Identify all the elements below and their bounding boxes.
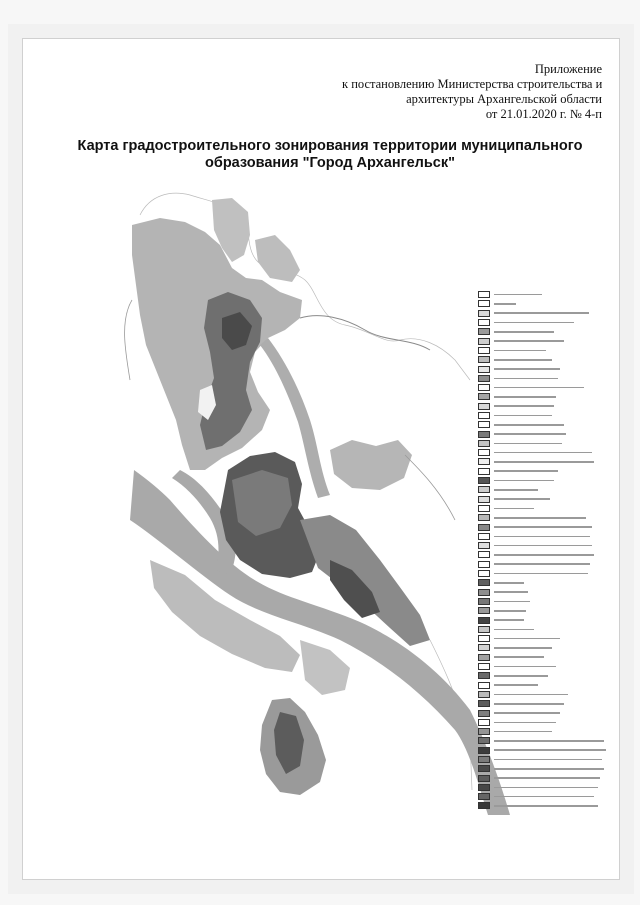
legend-swatch [478, 496, 490, 503]
appendix-line-3: архитектуры Архангельской области [406, 92, 602, 106]
legend-label-illegible [494, 601, 530, 603]
legend-label-illegible [494, 610, 526, 612]
legend-swatch [478, 440, 490, 447]
legend-row [478, 495, 608, 504]
legend-label-illegible [494, 694, 568, 696]
legend-label-illegible [494, 452, 592, 454]
legend-label-illegible [494, 768, 604, 770]
map-title-line-2: образования "Город Архангельск" [205, 155, 455, 171]
map-legend [478, 290, 608, 811]
legend-swatch [478, 347, 490, 354]
legend-row [478, 429, 608, 438]
legend-label-illegible [494, 684, 538, 686]
legend-label-illegible [494, 545, 592, 547]
legend-row [478, 736, 608, 745]
legend-label-illegible [494, 405, 554, 407]
legend-swatch [478, 338, 490, 345]
legend-label-illegible [494, 359, 552, 361]
legend-swatch [478, 449, 490, 456]
legend-swatch [478, 310, 490, 317]
legend-swatch [478, 654, 490, 661]
legend-row [478, 560, 608, 569]
legend-row [478, 653, 608, 662]
legend-label-illegible [494, 294, 542, 296]
legend-label-illegible [494, 647, 552, 649]
legend-row [478, 746, 608, 755]
legend-swatch [478, 589, 490, 596]
legend-row [478, 690, 608, 699]
legend-row [478, 792, 608, 801]
legend-row [478, 402, 608, 411]
legend-swatch [478, 617, 490, 624]
legend-row [478, 597, 608, 606]
tributary-west [125, 300, 132, 380]
legend-swatch [478, 375, 490, 382]
legend-label-illegible [494, 415, 552, 417]
legend-row [478, 309, 608, 318]
legend-label-illegible [494, 508, 534, 510]
north-east-land [255, 235, 300, 282]
legend-label-illegible [494, 666, 556, 668]
legend-label-illegible [494, 731, 552, 733]
appendix-line-1: Приложение [534, 62, 602, 76]
legend-swatch [478, 319, 490, 326]
legend-label-illegible [494, 740, 604, 742]
legend-label-illegible [494, 703, 564, 705]
legend-row [478, 411, 608, 420]
legend-swatch [478, 403, 490, 410]
legend-label-illegible [494, 777, 600, 779]
legend-row [478, 522, 608, 531]
map-title-line-1: Карта градостроительного зонирования территории муниципального [77, 138, 583, 154]
legend-row [478, 773, 608, 782]
legend-row [478, 634, 608, 643]
east-land-zone [330, 440, 412, 490]
legend-label-illegible [494, 480, 554, 482]
legend-row [478, 764, 608, 773]
legend-label-illegible [494, 805, 598, 807]
legend-row [478, 699, 608, 708]
legend-swatch [478, 458, 490, 465]
legend-label-illegible [494, 387, 584, 389]
legend-row [478, 383, 608, 392]
legend-swatch [478, 542, 490, 549]
legend-row [478, 541, 608, 550]
legend-row [478, 550, 608, 559]
legend-label-illegible [494, 638, 560, 640]
legend-label-illegible [494, 573, 588, 575]
legend-row [478, 439, 608, 448]
legend-swatch [478, 514, 490, 521]
legend-row [478, 625, 608, 634]
legend-row [478, 504, 608, 513]
legend-row [478, 532, 608, 541]
legend-label-illegible [494, 312, 589, 314]
legend-label-illegible [494, 424, 564, 426]
legend-row [478, 783, 608, 792]
tributary-east [405, 455, 455, 520]
legend-row [478, 327, 608, 336]
legend-swatch [478, 393, 490, 400]
legend-label-illegible [494, 536, 590, 538]
legend-label-illegible [494, 787, 598, 789]
legend-label-illegible [494, 582, 524, 584]
legend-row [478, 708, 608, 717]
legend-label-illegible [494, 433, 566, 435]
legend-row [478, 755, 608, 764]
legend-label-illegible [494, 331, 554, 333]
legend-row [478, 392, 608, 401]
legend-row [478, 355, 608, 364]
legend-row [478, 801, 608, 810]
appendix-line-4: от 21.01.2020 г. № 4-п [485, 107, 602, 121]
legend-swatch [478, 672, 490, 679]
legend-label-illegible [494, 629, 534, 631]
legend-row [478, 448, 608, 457]
legend-row [478, 485, 608, 494]
legend-swatch [478, 477, 490, 484]
legend-row [478, 513, 608, 522]
legend-label-illegible [494, 759, 602, 761]
legend-swatch [478, 756, 490, 763]
legend-row [478, 606, 608, 615]
legend-swatch [478, 356, 490, 363]
legend-swatch [478, 607, 490, 614]
legend-swatch [478, 802, 490, 809]
legend-swatch [478, 644, 490, 651]
legend-swatch [478, 551, 490, 558]
legend-swatch [478, 682, 490, 689]
legend-row [478, 680, 608, 689]
legend-label-illegible [494, 796, 594, 798]
legend-swatch [478, 579, 490, 586]
legend-label-illegible [494, 303, 516, 305]
legend-label-illegible [494, 526, 592, 528]
legend-swatch [478, 784, 490, 791]
legend-row [478, 578, 608, 587]
legend-label-illegible [494, 368, 560, 370]
legend-swatch [478, 570, 490, 577]
legend-swatch [478, 663, 490, 670]
legend-label-illegible [494, 563, 590, 565]
legend-label-illegible [494, 517, 586, 519]
legend-row [478, 588, 608, 597]
appendix-line-2: к постановлению Министерства строительства и [342, 77, 603, 91]
legend-label-illegible [494, 591, 528, 593]
legend-row [478, 718, 608, 727]
legend-swatch [478, 793, 490, 800]
legend-label-illegible [494, 749, 606, 751]
legend-label-illegible [494, 350, 546, 352]
legend-row [478, 476, 608, 485]
legend-swatch [478, 291, 490, 298]
legend-swatch [478, 710, 490, 717]
legend-label-illegible [494, 378, 558, 380]
legend-label-illegible [494, 722, 556, 724]
legend-swatch [478, 765, 490, 772]
legend-swatch [478, 533, 490, 540]
legend-swatch [478, 300, 490, 307]
legend-swatch [478, 719, 490, 726]
legend-swatch [478, 468, 490, 475]
legend-row [478, 467, 608, 476]
legend-swatch [478, 700, 490, 707]
legend-swatch [478, 737, 490, 744]
legend-swatch [478, 412, 490, 419]
legend-label-illegible [494, 470, 558, 472]
legend-swatch [478, 598, 490, 605]
legend-row [478, 318, 608, 327]
legend-swatch [478, 691, 490, 698]
legend-label-illegible [494, 675, 548, 677]
legend-label-illegible [494, 619, 524, 621]
legend-row [478, 346, 608, 355]
legend-row [478, 457, 608, 466]
legend-swatch [478, 747, 490, 754]
legend-label-illegible [494, 554, 594, 556]
legend-row [478, 727, 608, 736]
legend-row [478, 420, 608, 429]
legend-row [478, 615, 608, 624]
legend-swatch [478, 635, 490, 642]
legend-swatch [478, 328, 490, 335]
legend-row [478, 299, 608, 308]
legend-label-illegible [494, 712, 560, 714]
legend-label-illegible [494, 340, 564, 342]
legend-row [478, 643, 608, 652]
legend-label-illegible [494, 656, 544, 658]
legend-swatch [478, 486, 490, 493]
legend-swatch [478, 775, 490, 782]
legend-label-illegible [494, 498, 550, 500]
legend-swatch [478, 561, 490, 568]
legend-row [478, 671, 608, 680]
legend-swatch [478, 626, 490, 633]
legend-swatch [478, 524, 490, 531]
legend-swatch [478, 366, 490, 373]
legend-swatch [478, 431, 490, 438]
legend-swatch [478, 384, 490, 391]
legend-row [478, 290, 608, 299]
legend-row [478, 569, 608, 578]
south-land-zone [300, 640, 350, 695]
legend-swatch [478, 421, 490, 428]
tributary-north [300, 316, 430, 350]
legend-row [478, 336, 608, 345]
legend-label-illegible [494, 322, 574, 324]
legend-row [478, 662, 608, 671]
legend-label-illegible [494, 489, 538, 491]
legend-row [478, 374, 608, 383]
legend-swatch [478, 505, 490, 512]
legend-swatch [478, 728, 490, 735]
legend-label-illegible [494, 443, 562, 445]
legend-label-illegible [494, 396, 556, 398]
legend-label-illegible [494, 461, 594, 463]
legend-row [478, 364, 608, 373]
